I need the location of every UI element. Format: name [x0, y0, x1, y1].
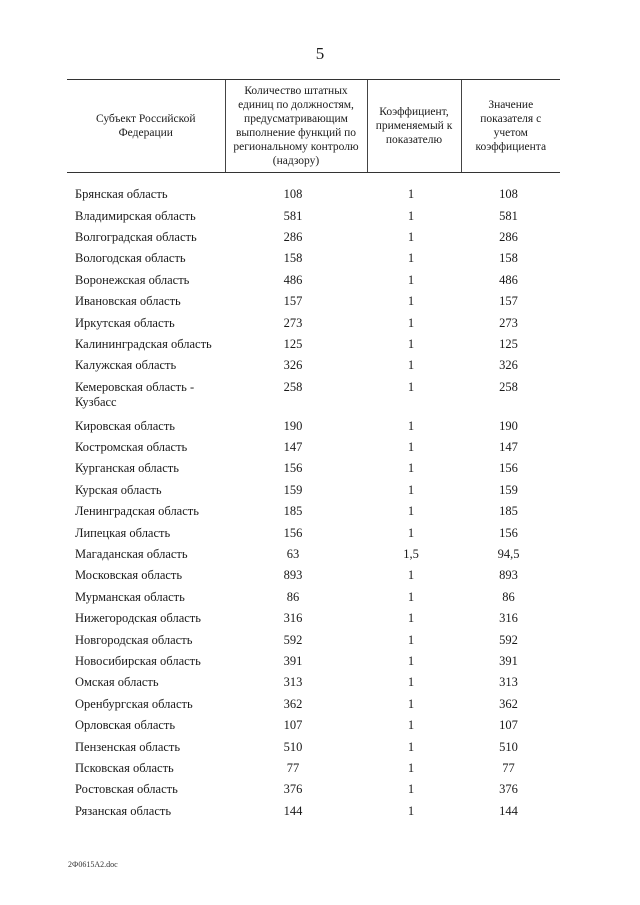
table-row	[67, 458, 560, 479]
cell-coefficient: 1	[407, 482, 415, 497]
cell-region: Омская область	[75, 675, 159, 690]
cell-staff-count: 157	[283, 294, 303, 309]
cell-staff-count: 108	[283, 187, 303, 202]
cell-region: Кемеровская область - Кузбасс	[75, 379, 195, 409]
table-row	[67, 184, 560, 205]
cell-coefficient: 1	[407, 632, 415, 647]
document-file-reference: 2Ф0615А2.doc	[68, 860, 118, 869]
cell-adjusted-value: 326	[499, 358, 518, 373]
cell-adjusted-value: 391	[499, 654, 518, 668]
cell-coefficient: 1	[407, 294, 415, 309]
cell-region: Оренбургская область	[75, 696, 193, 711]
cell-staff-count: 86	[286, 589, 300, 604]
allocation-table-container	[67, 79, 560, 822]
cell-coefficient: 1	[407, 525, 415, 540]
cell-region: Липецкая область	[75, 525, 171, 540]
table-row	[67, 312, 560, 333]
cell-coefficient: 1	[407, 187, 415, 202]
header-coefficient: Коэффициент, применяемый к показателю	[367, 80, 461, 173]
cell-adjusted-value: 486	[499, 272, 518, 287]
cell-region: Ивановская область	[75, 294, 181, 309]
cell-adjusted-value: 581	[499, 208, 518, 223]
cell-coefficient: 1	[407, 739, 415, 754]
cell-staff-count: 316	[283, 611, 303, 626]
header-staff-count: Количество штатных единиц по должностям, предусматривающим выполнение функций по региональному контролю (надзору)	[225, 80, 367, 173]
cell-staff-count: 286	[283, 229, 303, 244]
table-row	[67, 672, 560, 693]
cell-region: Воронежская область	[75, 272, 190, 287]
table-row	[67, 651, 560, 672]
cell-region: Ростовская область	[75, 782, 178, 797]
header-adjusted-value: Значение показателя с учетом коэффициента	[461, 80, 560, 173]
cell-staff-count: 326	[283, 358, 303, 373]
cell-staff-count: 125	[283, 336, 303, 351]
cell-coefficient: 1	[407, 208, 415, 223]
cell-coefficient: 1	[407, 379, 415, 394]
cell-coefficient: 1	[407, 760, 415, 775]
cell-region: Новгородская область	[75, 632, 193, 647]
cell-staff-count: 313	[283, 675, 303, 690]
cell-staff-count: 581	[283, 208, 303, 223]
cell-adjusted-value: 273	[499, 315, 518, 330]
cell-adjusted-value: 286	[499, 229, 518, 244]
cell-staff-count: 147	[283, 440, 303, 455]
cell-adjusted-value: 258	[499, 379, 518, 394]
cell-region: Брянская область	[75, 187, 168, 202]
cell-staff-count: 156	[283, 461, 303, 476]
table-row	[67, 587, 560, 608]
table-row	[67, 501, 560, 522]
table-row	[67, 694, 560, 715]
cell-staff-count: 510	[283, 739, 303, 754]
header-spacer-row	[67, 173, 560, 185]
cell-adjusted-value: 156	[499, 461, 518, 476]
table-row	[67, 377, 560, 416]
table-row	[67, 270, 560, 291]
table-row	[67, 779, 560, 800]
cell-coefficient: 1	[407, 315, 415, 330]
header-row	[67, 80, 560, 173]
table-row	[67, 355, 560, 376]
cell-region: Рязанская область	[75, 803, 172, 818]
cell-region: Нижегородская область	[75, 611, 201, 626]
cell-coefficient: 1	[407, 461, 415, 476]
header-spacer-cell	[67, 173, 560, 185]
table-body	[67, 173, 560, 822]
cell-adjusted-value: 362	[499, 696, 518, 711]
cell-region: Владимирская область	[75, 208, 196, 223]
cell-region: Курганская область	[75, 461, 179, 476]
table-row	[67, 291, 560, 312]
cell-region: Московская область	[75, 568, 183, 583]
cell-coefficient: 1	[407, 336, 415, 351]
cell-adjusted-value: 94,5	[497, 547, 520, 562]
cell-staff-count: 391	[283, 654, 303, 668]
table-row	[67, 522, 560, 543]
page-number: 5	[315, 44, 325, 63]
cell-coefficient: 1	[407, 803, 415, 818]
cell-region: Мурманская область	[75, 589, 185, 604]
table-row	[67, 416, 560, 437]
cell-region: Иркутская область	[75, 315, 175, 330]
cell-adjusted-value: 108	[499, 187, 518, 202]
table-row	[67, 736, 560, 757]
cell-region: Магаданская область	[75, 547, 188, 562]
cell-region: Вологодская область	[75, 251, 186, 266]
cell-coefficient: 1	[407, 718, 415, 733]
cell-staff-count: 77	[286, 760, 300, 775]
cell-staff-count: 63	[286, 547, 300, 562]
table-row	[67, 480, 560, 501]
cell-coefficient: 1	[407, 611, 415, 626]
cell-coefficient: 1,5	[403, 547, 419, 562]
cell-region: Курская область	[75, 482, 162, 497]
cell-adjusted-value: 147	[499, 440, 518, 455]
cell-adjusted-value: 86	[502, 589, 515, 604]
cell-adjusted-value: 156	[499, 525, 518, 540]
table-header	[67, 80, 560, 173]
table-row	[67, 334, 560, 355]
table-row	[67, 437, 560, 458]
cell-coefficient: 1	[407, 568, 415, 583]
table-row	[67, 715, 560, 736]
cell-coefficient: 1	[407, 251, 415, 266]
cell-coefficient: 1	[407, 272, 415, 287]
cell-staff-count: 486	[283, 272, 303, 287]
cell-adjusted-value: 893	[499, 568, 518, 583]
cell-region: Волгоградская область	[75, 229, 197, 244]
cell-staff-count: 362	[283, 696, 303, 711]
allocation-table	[67, 79, 560, 822]
table-row	[67, 801, 560, 822]
cell-adjusted-value: 313	[499, 675, 518, 690]
cell-adjusted-value: 592	[499, 632, 518, 647]
cell-adjusted-value: 144	[499, 803, 518, 818]
cell-staff-count: 185	[283, 504, 303, 519]
table-row	[67, 565, 560, 586]
table-row	[67, 608, 560, 629]
cell-region: Пензенская область	[75, 739, 181, 754]
table-row	[67, 248, 560, 269]
cell-adjusted-value: 376	[499, 782, 518, 797]
cell-region: Калининградская область	[75, 336, 212, 351]
cell-adjusted-value: 510	[499, 739, 518, 754]
cell-staff-count: 158	[283, 251, 303, 266]
cell-coefficient: 1	[407, 418, 415, 433]
cell-region: Ленинградская область	[75, 504, 199, 519]
table-row	[67, 758, 560, 779]
cell-adjusted-value: 159	[499, 482, 518, 497]
cell-staff-count: 107	[283, 718, 303, 733]
table-row	[67, 629, 560, 650]
cell-staff-count: 893	[283, 568, 303, 583]
cell-adjusted-value: 316	[499, 611, 518, 626]
cell-adjusted-value: 107	[499, 718, 518, 733]
header-region: Субъект Российской Федерации	[67, 80, 225, 173]
cell-coefficient: 1	[407, 675, 415, 690]
cell-coefficient: 1	[407, 696, 415, 711]
cell-region: Костромская область	[75, 440, 188, 455]
cell-region: Калужская область	[75, 358, 177, 373]
cell-coefficient: 1	[407, 229, 415, 244]
cell-staff-count: 159	[283, 482, 303, 497]
cell-adjusted-value: 185	[499, 504, 518, 519]
cell-adjusted-value: 157	[499, 294, 518, 309]
cell-region: Новосибирская область	[75, 654, 201, 668]
cell-coefficient: 1	[407, 358, 415, 373]
cell-staff-count: 190	[283, 418, 303, 433]
cell-staff-count: 156	[283, 525, 303, 540]
cell-staff-count: 592	[283, 632, 303, 647]
cell-coefficient: 1	[407, 504, 415, 519]
table-row	[67, 544, 560, 565]
cell-region: Псковская область	[75, 760, 174, 775]
cell-staff-count: 273	[283, 315, 303, 330]
cell-region: Орловская область	[75, 718, 176, 733]
cell-coefficient: 1	[407, 589, 415, 604]
table-row	[67, 205, 560, 226]
cell-coefficient: 1	[407, 440, 415, 455]
cell-coefficient: 1	[407, 782, 415, 797]
cell-staff-count: 376	[283, 782, 303, 797]
table-row	[67, 227, 560, 248]
cell-adjusted-value: 77	[502, 760, 515, 775]
cell-coefficient: 1	[407, 654, 415, 668]
cell-adjusted-value: 158	[499, 251, 518, 266]
cell-adjusted-value: 190	[499, 418, 518, 433]
cell-adjusted-value: 125	[499, 336, 518, 351]
cell-region: Кировская область	[75, 418, 176, 433]
cell-staff-count: 144	[283, 803, 303, 818]
cell-staff-count: 258	[283, 379, 303, 394]
